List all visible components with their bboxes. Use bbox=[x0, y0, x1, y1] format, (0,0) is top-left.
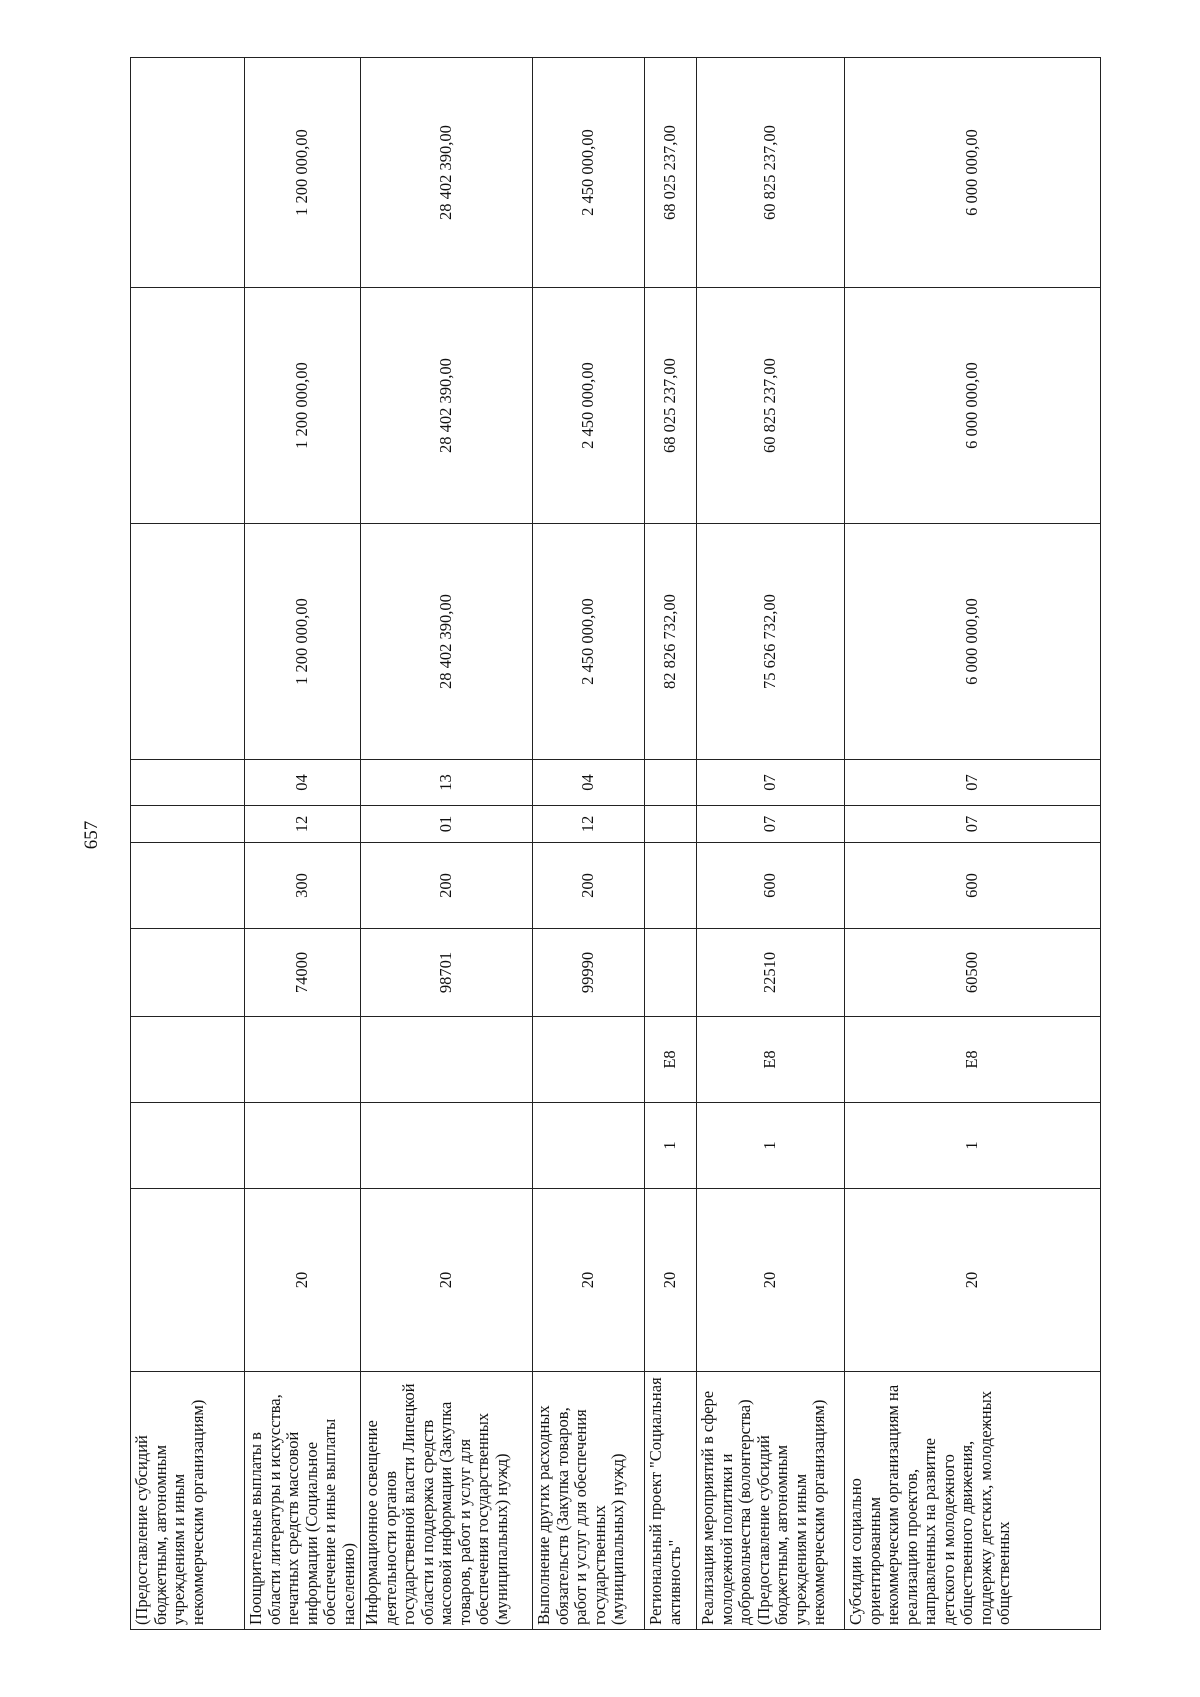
row-sum-year1: 2 450 000,00 bbox=[533, 524, 645, 760]
row-expense-type: 600 bbox=[845, 843, 1101, 929]
row-subsection: 04 bbox=[245, 760, 361, 806]
row-section: 01 bbox=[361, 806, 533, 843]
row-direction-code: 99990 bbox=[533, 929, 645, 1017]
row-sum-year3 bbox=[131, 58, 245, 288]
row-expense-type bbox=[131, 843, 245, 929]
row-sum-year3: 2 450 000,00 bbox=[533, 58, 645, 288]
row-subsection bbox=[645, 760, 697, 806]
row-sum-year2 bbox=[131, 288, 245, 524]
row-section: 12 bbox=[533, 806, 645, 843]
row-description: Региональный проект "Социальная активность" bbox=[645, 1372, 697, 1630]
row-sum-year3: 28 402 390,00 bbox=[361, 58, 533, 288]
row-subsection bbox=[131, 760, 245, 806]
row-sum-year1: 82 826 732,00 bbox=[645, 524, 697, 760]
row-description: Реализация мероприятий в сфере молодежной политики и добровольчества (волонтерства) (Предоставление субсидий бюджетным, автономным учреждениям и иным некоммерческим организациям) bbox=[697, 1372, 845, 1630]
row-subsection: 04 bbox=[533, 760, 645, 806]
table-row bbox=[131, 58, 245, 1630]
row-subprogram-code: 1 bbox=[697, 1103, 845, 1189]
row-sum-year2: 2 450 000,00 bbox=[533, 288, 645, 524]
row-subprogram-code bbox=[361, 1103, 533, 1189]
row-description: Информационное освещение деятельности органов государственной власти Липецкой области и поддержка средств массовой информации (Закупка товаров, работ и услуг для обеспечения государственных (муниципальных) нужд) bbox=[361, 1372, 533, 1630]
row-description: (Предоставление субсидий бюджетным, автономным учреждениям и иным некоммерческим организациям) bbox=[131, 1372, 245, 1630]
row-project-code bbox=[131, 1017, 245, 1103]
row-program-code: 20 bbox=[845, 1189, 1101, 1372]
row-program-code bbox=[131, 1189, 245, 1372]
row-project-code bbox=[245, 1017, 361, 1103]
table-row bbox=[533, 58, 645, 1630]
row-section: 07 bbox=[697, 806, 845, 843]
row-direction-code bbox=[131, 929, 245, 1017]
row-program-code: 20 bbox=[245, 1189, 361, 1372]
row-sum-year2: 28 402 390,00 bbox=[361, 288, 533, 524]
row-description: Поощрительные выплаты в области литературы и искусства, печатных средств массовой информации (Социальное обеспечение и иные выплаты населению) bbox=[245, 1372, 361, 1630]
row-sum-year2: 6 000 000,00 bbox=[845, 288, 1101, 524]
budget-table bbox=[130, 58, 1100, 1630]
row-section: 12 bbox=[245, 806, 361, 843]
row-expense-type: 300 bbox=[245, 843, 361, 929]
row-program-code: 20 bbox=[645, 1189, 697, 1372]
row-sum-year1: 6 000 000,00 bbox=[845, 524, 1101, 760]
row-sum-year1: 1 200 000,00 bbox=[245, 524, 361, 760]
row-project-code: E8 bbox=[845, 1017, 1101, 1103]
row-project-code: E8 bbox=[697, 1017, 845, 1103]
row-sum-year3: 60 825 237,00 bbox=[697, 58, 845, 288]
table-row bbox=[361, 58, 533, 1630]
table-row bbox=[697, 58, 845, 1630]
row-subsection: 13 bbox=[361, 760, 533, 806]
page-number: 657 bbox=[81, 820, 102, 850]
row-expense-type: 200 bbox=[361, 843, 533, 929]
row-subprogram-code bbox=[245, 1103, 361, 1189]
table-row bbox=[845, 58, 1101, 1630]
row-sum-year3: 68 025 237,00 bbox=[645, 58, 697, 288]
row-expense-type: 600 bbox=[697, 843, 845, 929]
row-program-code: 20 bbox=[533, 1189, 645, 1372]
row-subprogram-code bbox=[131, 1103, 245, 1189]
row-expense-type bbox=[645, 843, 697, 929]
row-subprogram-code: 1 bbox=[845, 1103, 1101, 1189]
row-project-code bbox=[361, 1017, 533, 1103]
table-row bbox=[245, 58, 361, 1630]
row-section bbox=[645, 806, 697, 843]
row-sum-year3: 1 200 000,00 bbox=[245, 58, 361, 288]
row-sum-year2: 1 200 000,00 bbox=[245, 288, 361, 524]
row-sum-year1 bbox=[131, 524, 245, 760]
row-sum-year1: 75 626 732,00 bbox=[697, 524, 845, 760]
row-description: Субсидии социально ориентированным некоммерческим организациям на реализацию проектов, направленных на развитие детского и молодежного общественного движения, поддержку детских, молодежных общественных bbox=[845, 1372, 1101, 1630]
row-direction-code: 60500 bbox=[845, 929, 1101, 1017]
row-program-code: 20 bbox=[361, 1189, 533, 1372]
row-direction-code: 22510 bbox=[697, 929, 845, 1017]
row-sum-year3: 6 000 000,00 bbox=[845, 58, 1101, 288]
row-direction-code: 98701 bbox=[361, 929, 533, 1017]
row-section: 07 bbox=[845, 806, 1101, 843]
row-program-code: 20 bbox=[697, 1189, 845, 1372]
row-project-code bbox=[533, 1017, 645, 1103]
table-row bbox=[645, 58, 697, 1630]
row-sum-year1: 28 402 390,00 bbox=[361, 524, 533, 760]
row-subsection: 07 bbox=[697, 760, 845, 806]
row-direction-code: 74000 bbox=[245, 929, 361, 1017]
row-section bbox=[131, 806, 245, 843]
row-subsection: 07 bbox=[845, 760, 1101, 806]
row-expense-type: 200 bbox=[533, 843, 645, 929]
row-description: Выполнение других расходных обязательств (Закупка товаров, работ и услуг для обеспечения государственных (муниципальных) нужд) bbox=[533, 1372, 645, 1630]
row-subprogram-code bbox=[533, 1103, 645, 1189]
row-subprogram-code: 1 bbox=[645, 1103, 697, 1189]
row-project-code: E8 bbox=[645, 1017, 697, 1103]
row-sum-year2: 60 825 237,00 bbox=[697, 288, 845, 524]
row-direction-code bbox=[645, 929, 697, 1017]
row-sum-year2: 68 025 237,00 bbox=[645, 288, 697, 524]
